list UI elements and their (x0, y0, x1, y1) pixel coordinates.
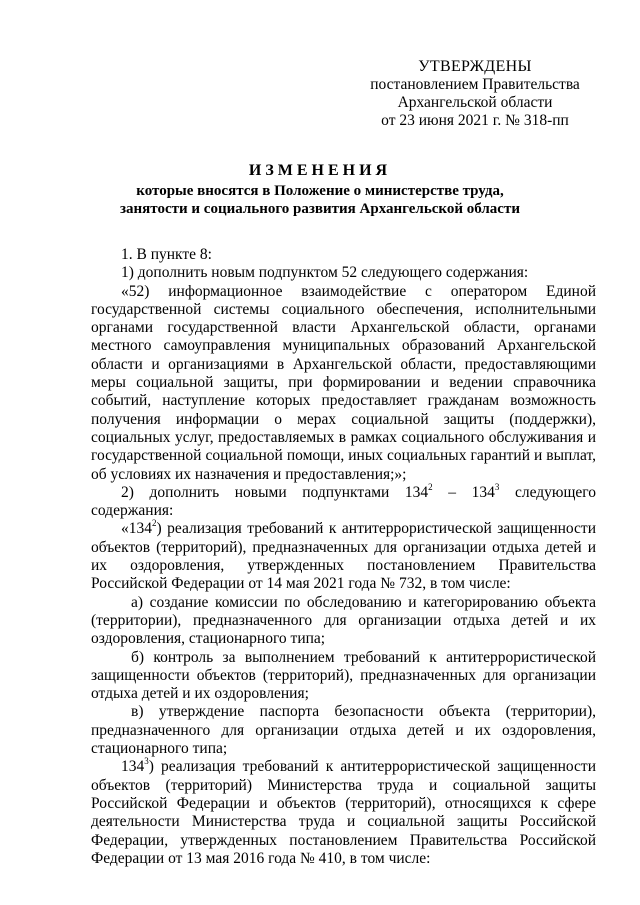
paragraph-subitem-52: «52) информационное взаимодействие с оператором Единой государственной системы социального обеспечения, исполнительными органами государственной власти Архангельской области, органами местного самоуправления муниципальных образований Архангельской области и организациями в Архангельской области, предоставляющими меры социальной защиты, при формировании и ведении справочника событий, наступление которых предоставляет гражданам возможность получения информации о мерах социальной защиты (поддержки), социальных услуг, предоставляемых в рамках социального обслуживания и государственной социальной помощи, иных социальных гарантий и выплат, об условиях их назначения и предоставления;»; (91, 282, 596, 483)
document-subtitle (0, 182, 640, 218)
approval-line-1: постановлением Правительства (370, 76, 580, 93)
approval-title: УТВЕРЖДЕНЫ (418, 58, 532, 75)
text-run: 134 (121, 758, 145, 776)
superscript: 3 (494, 481, 500, 492)
paragraph-subitem-134-3 (91, 758, 596, 868)
superscript: 3 (144, 756, 149, 767)
paragraph-letter-v: в) утверждение паспорта безопасности объекта (территории), предназначенного для организации отдыха детей и их оздоровления, стационарного типа; (91, 703, 596, 758)
paragraph-item-1: 1. В пункте 8: (121, 246, 212, 263)
subtitle-line-2: занятости и социального развития Архангельской области (120, 201, 520, 217)
approval-stamp (360, 58, 590, 130)
text-run: «134 (121, 520, 152, 538)
paragraph-subitem-134-2 (91, 520, 596, 593)
paragraph-letter-a: а) создание комиссии по обследованию и категорированию объекта (территории), предназначенного для организации отдыха детей и их оздоровления, стационарного типа; (91, 593, 596, 648)
approval-line-2: Архангельской области (397, 94, 553, 111)
paragraph-subitem-2 (91, 481, 596, 521)
superscript: 2 (152, 518, 157, 529)
subtitle-line-1: которые вносятся в Положение о министерстве труда, (136, 183, 504, 199)
text-run: – 134 (432, 483, 495, 501)
document-title: ИЗМЕНЕНИЯ (248, 162, 392, 179)
text-run: ) реализация требований к антитеррористической защищенности объектов (территорий), предназначенных для организации отдыха детей и их оздоровления, утвержденных постановлением Правительства Российской Федерации от 14 мая 2021 года № 732, в том числе: (91, 520, 596, 593)
approval-line-3: от 23 июня 2021 г. № 318-пп (381, 112, 569, 129)
paragraph-letter-b: б) контроль за выполнением требований к антитеррористической защищенности объектов (территорий), предназначенных для организации отдыха детей и их оздоровления; (91, 648, 596, 703)
document-body (91, 246, 596, 868)
text-run: 2) дополнить новыми подпунктами 134 (121, 483, 429, 501)
text-run: ) реализация требований к антитеррористической защищенности объектов (территорий) Министерства труда и социальной защиты Российской Федерации и объектов (территорий), относящихся к сфере деятельности Министерства труда и социальной защиты Российской Федерации, утвержденных постановлением Правительства Российской Федерации от 13 мая 2016 года № 410, в том числе: (91, 758, 596, 867)
paragraph-subitem-1: 1) дополнить новым подпунктом 52 следующего содержания: (121, 264, 529, 282)
text-run: следующего содержания: (91, 483, 596, 520)
superscript: 2 (428, 481, 433, 492)
